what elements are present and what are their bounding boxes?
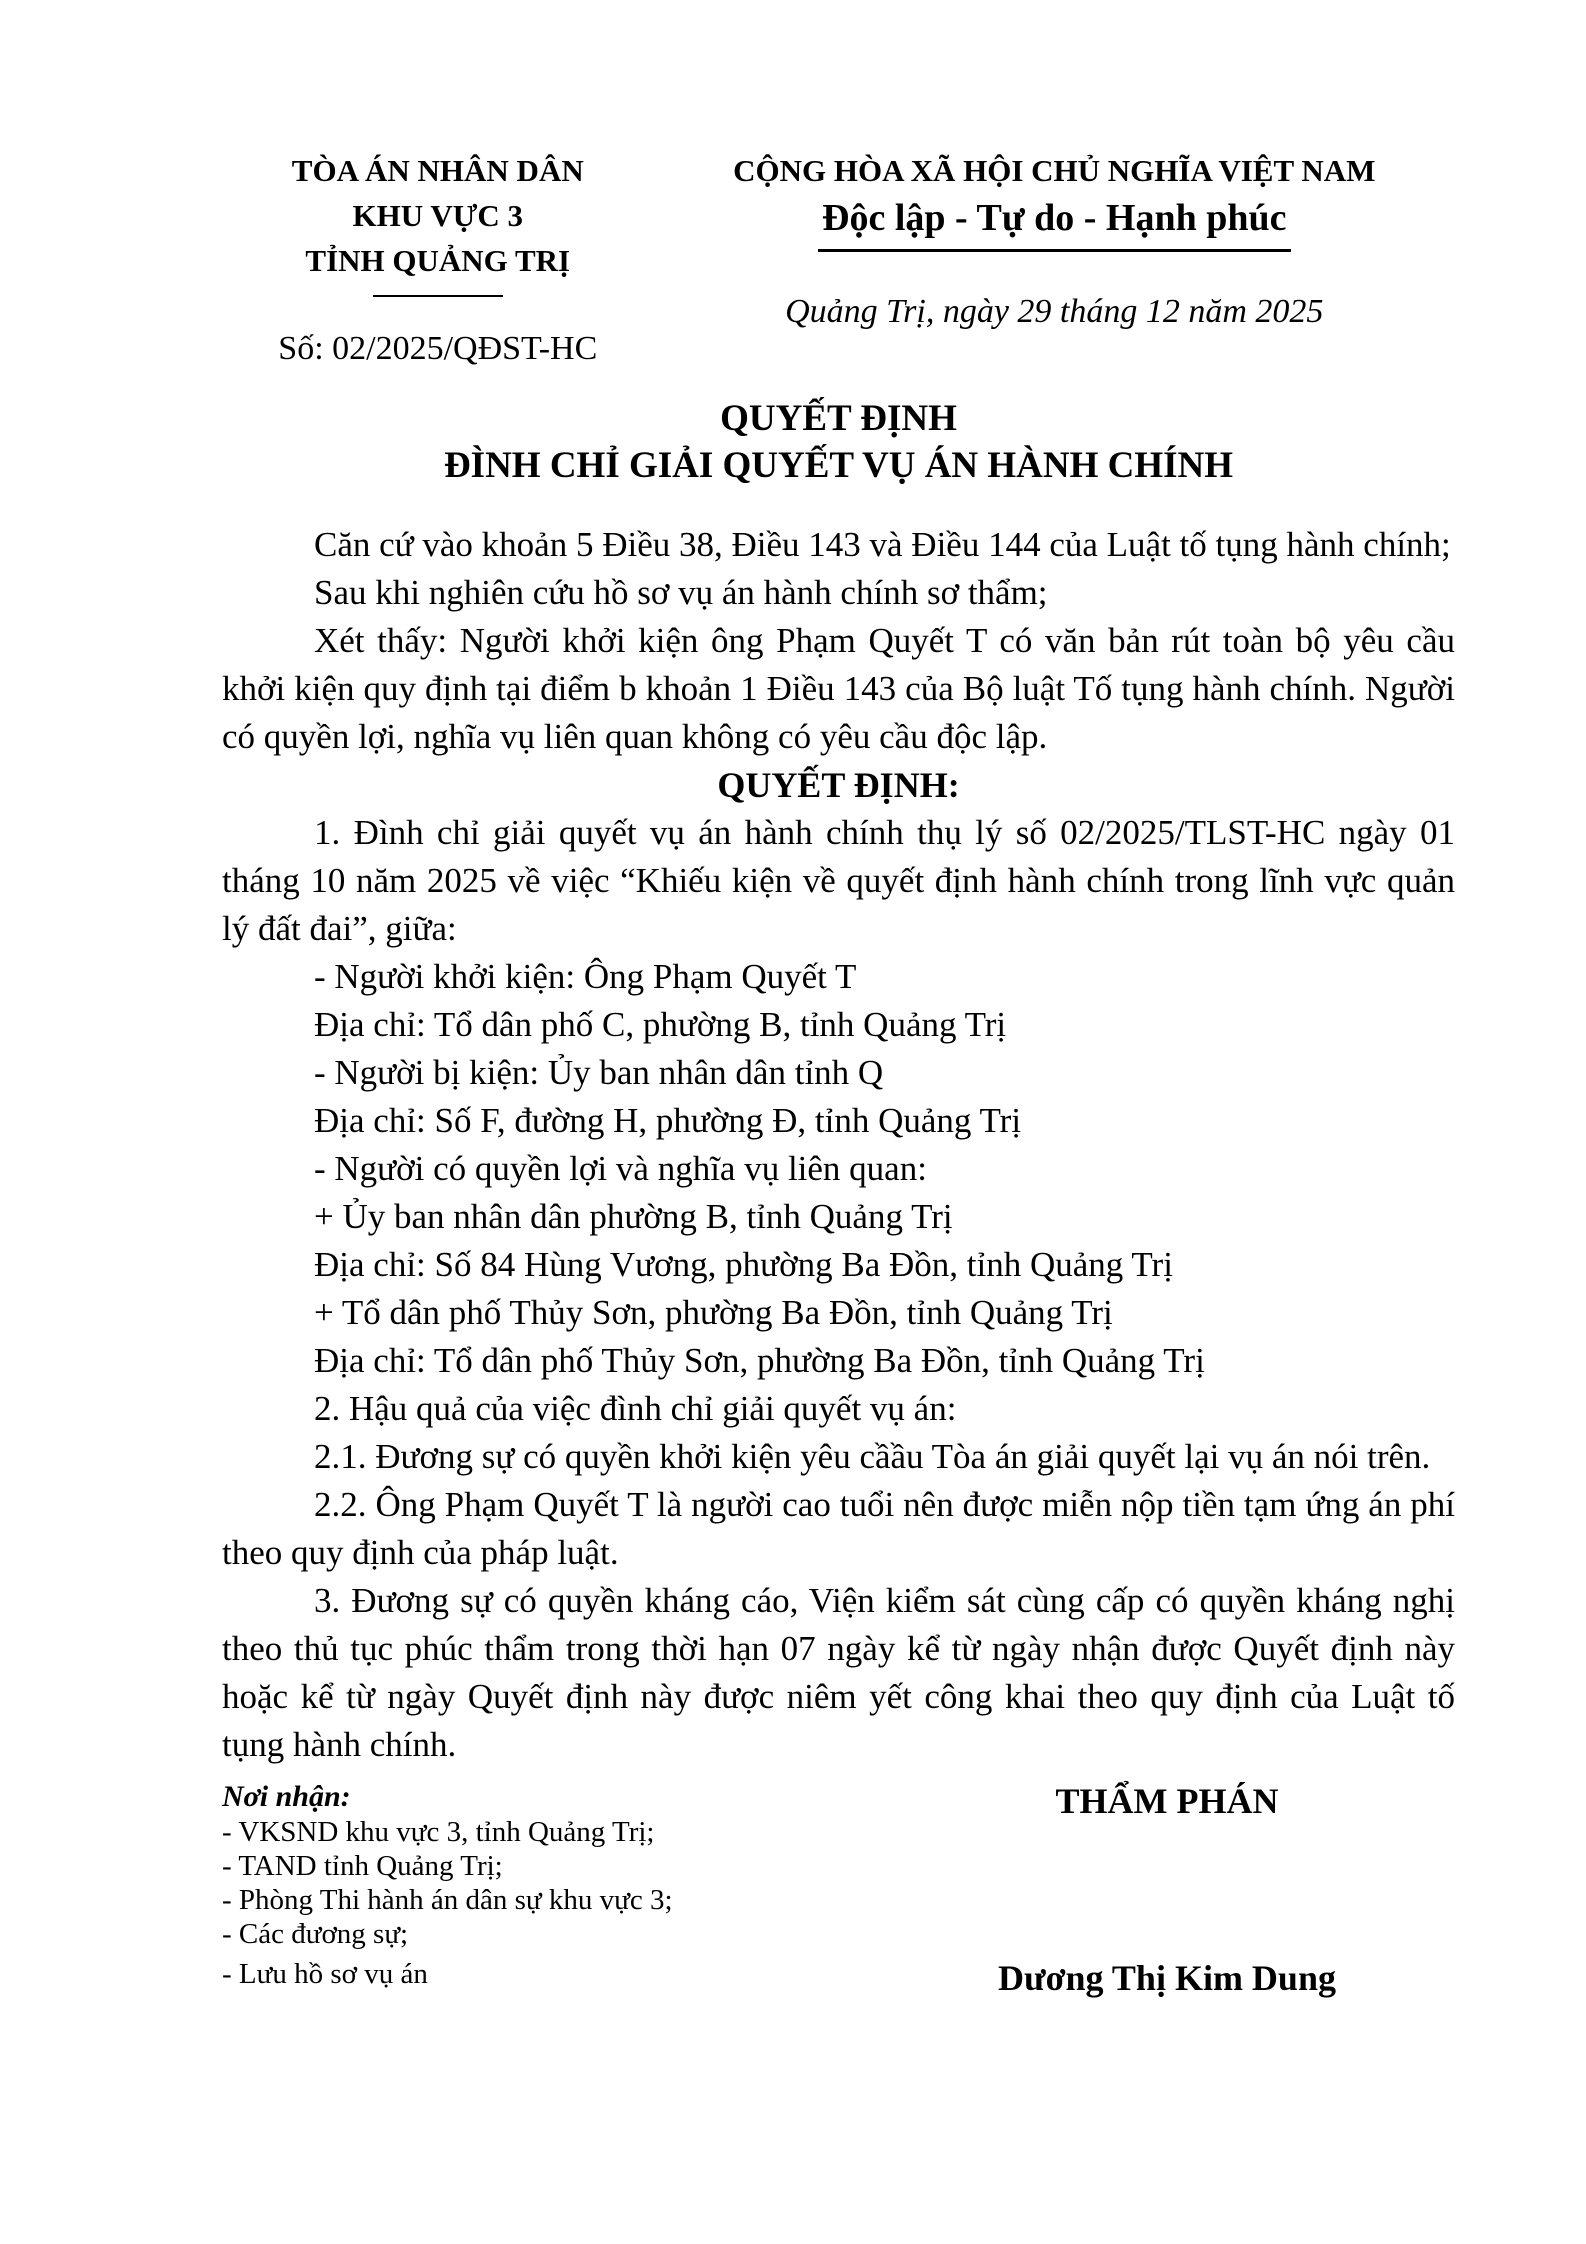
decision-article: 2. Hậu quả của việc đình chỉ giải quyết vụ án: [314, 1389, 957, 1428]
recipients-label: Nơi nhận: [222, 1780, 351, 1813]
document-body [222, 521, 1455, 1769]
recipient-item: - VKSND khu vực 3, tỉnh Quảng Trị; [222, 1816, 655, 1848]
recipient-item: - Phòng Thi hành án dân sự khu vực 3; [222, 1884, 673, 1916]
document-number: Số: 02/2025/QĐST-HC [278, 330, 598, 367]
recipient-item: - TAND tỉnh Quảng Trị; [222, 1850, 503, 1882]
document-header [222, 148, 1455, 371]
related-party-line: + Tổ dân phố Thủy Sơn, phường Ba Đồn, tỉnh Quảng Trị [314, 1293, 1113, 1332]
court-block [222, 148, 654, 371]
party-line: - Người khởi kiện: Ông Phạm Quyết T [314, 957, 857, 996]
document-footer [222, 1779, 1455, 2001]
title-line2: ĐÌNH CHỈ GIẢI QUYẾT VỤ ÁN HÀNH CHÍNH [443, 445, 1234, 486]
address-line: Địa chỉ: Số F, đường H, phường Đ, tỉnh Quảng Trị [314, 1101, 1022, 1140]
judge-title: THẨM PHÁN [1055, 1781, 1279, 1821]
preamble-paragraph: Sau khi nghiên cứu hồ sơ vụ án hành chính sơ thẩm; [314, 573, 1048, 612]
signature-space [887, 1823, 1447, 1955]
court-name-line2: KHU VỰC 3 [352, 198, 524, 233]
recipient-item: - Lưu hồ sơ vụ án [222, 1958, 428, 1990]
address-line: Địa chỉ: Tổ dân phố C, phường B, tỉnh Quảng Trị [314, 1005, 1007, 1044]
decision-article: 2.2. Ông Phạm Quyết T là người cao tuổi nên được miễn nộp tiền tạm ứng án phí theo quy định của pháp luật. [222, 1485, 1455, 1572]
preamble-paragraph: Xét thấy: Người khởi kiện ông Phạm Quyết T có văn bản rút toàn bộ yêu cầu khởi kiện quy định tại điểm b khoản 1 Điều 143 của Bộ luật Tố tụng hành chính. Người có quyền lợi, nghĩa vụ liên quan không có yêu cầu độc lập. [222, 621, 1455, 756]
recipients-block [222, 1779, 887, 1991]
national-block [654, 148, 1455, 371]
court-underline-rule [373, 295, 503, 297]
preamble-paragraph: Căn cứ vào khoản 5 Điều 38, Điều 143 và Điều 144 của Luật tố tụng hành chính; [314, 525, 1451, 564]
decision-article: 1. Đình chỉ giải quyết vụ án hành chính thụ lý số 02/2025/TLST-HC ngày 01 tháng 10 năm 2025 về việc “Khiếu kiện về quyết định hành chính trong lĩnh vực quản lý đất đai”, giữa: [222, 813, 1455, 948]
related-party-line: + Ủy ban nhân dân phường B, tỉnh Quảng Trị [314, 1197, 953, 1236]
national-title: CỘNG HÒA XÃ HỘI CHỦ NGHĨA VIỆT NAM [733, 153, 1376, 188]
decision-heading: QUYẾT ĐỊNH: [717, 765, 960, 805]
decision-article: 2.1. Đương sự có quyền khởi kiện yêu cầầu Tòa án giải quyết lại vụ án nói trên. [314, 1437, 1431, 1476]
party-line: - Người có quyền lợi và nghĩa vụ liên quan: [314, 1149, 927, 1188]
place-date-line: Quảng Trị, ngày 29 tháng 12 năm 2025 [785, 293, 1324, 330]
address-line: Địa chỉ: Tổ dân phố Thủy Sơn, phường Ba Đồn, tỉnh Quảng Trị [314, 1341, 1205, 1380]
address-line: Địa chỉ: Số 84 Hùng Vương, phường Ba Đồn, tỉnh Quảng Trị [314, 1245, 1173, 1284]
national-motto [654, 195, 1455, 252]
signature-block [887, 1779, 1447, 2001]
court-name-line1: TÒA ÁN NHÂN DÂN [291, 153, 584, 188]
decision-article: 3. Đương sự có quyền kháng cáo, Viện kiểm sát cùng cấp có quyền kháng nghị theo thủ tục phúc thẩm trong thời hạn 07 ngày kể từ ngày nhận được Quyết định này hoặc kể từ ngày Quyết định này được niêm yết công khai theo quy định của Luật tố tụng hành chính. [222, 1581, 1455, 1764]
judge-name: Dương Thị Kim Dung [998, 1958, 1336, 1998]
title-line1: QUYẾT ĐỊNH [720, 398, 957, 439]
document-title [222, 395, 1455, 489]
recipient-item: - Các đương sự; [222, 1918, 409, 1950]
court-name-line3: TỈNH QUẢNG TRỊ [305, 243, 571, 278]
party-line: - Người bị kiện: Ủy ban nhân dân tỉnh Q [314, 1053, 884, 1092]
national-motto-text: Độc lập - Tự do - Hạnh phúc [818, 195, 1291, 252]
